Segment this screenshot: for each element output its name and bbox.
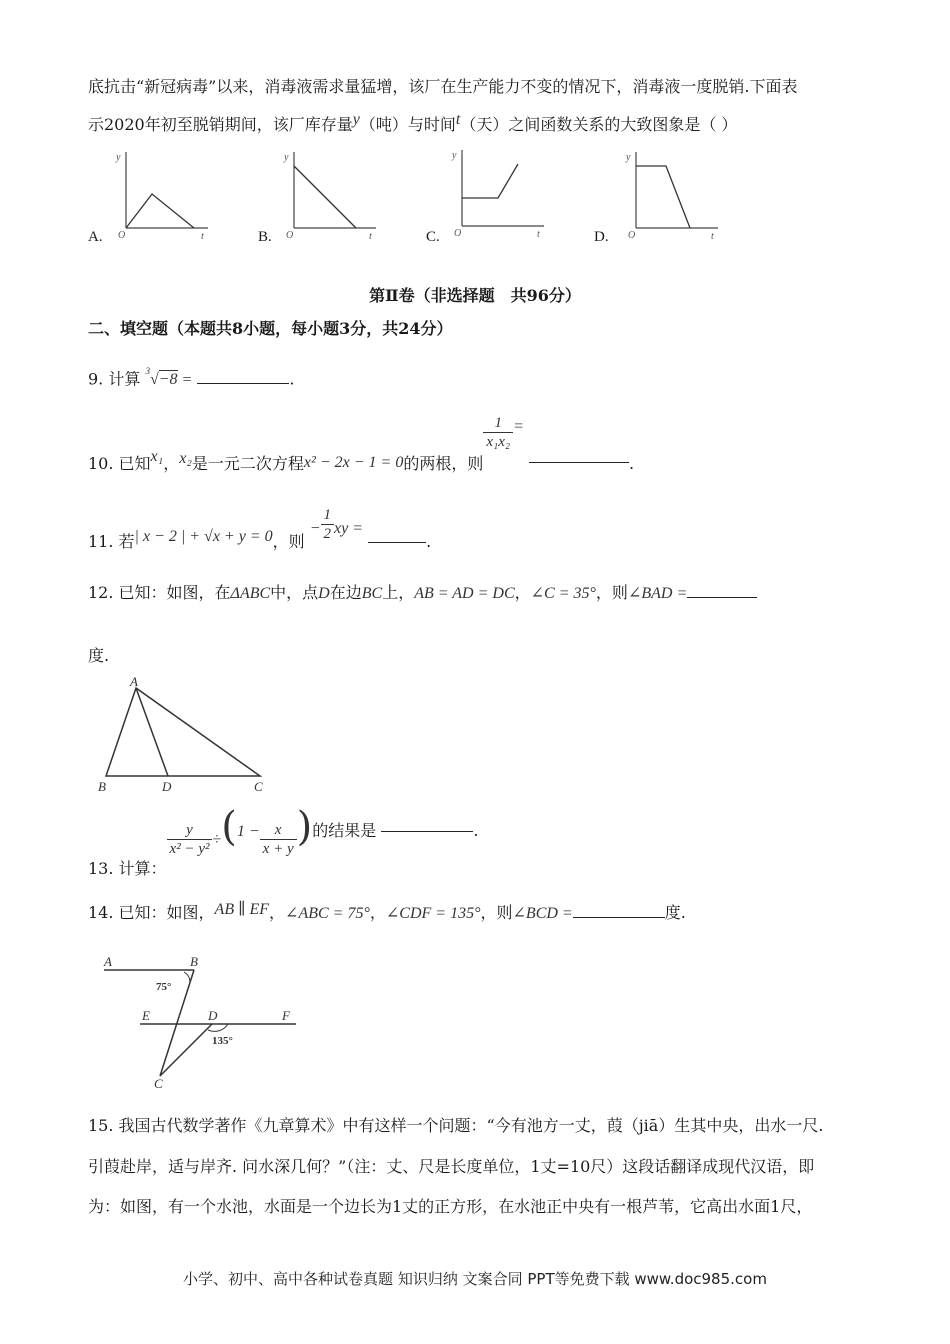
question-9: 9. 计算 $^3$√−8 = .: [88, 366, 295, 389]
label-c: C: [254, 779, 263, 794]
answer-blank[interactable]: [687, 583, 757, 598]
option-a-label: A.: [88, 229, 103, 245]
q15-line-2: 引葭赴岸，适与岸齐. 问水深几何？”（注：丈、尺是长度单位，1丈=10尺）这段话翻译成现代汉语，即: [88, 1157, 815, 1176]
answer-blank[interactable]: [381, 817, 473, 832]
option-d-label: D.: [594, 229, 609, 245]
question-14: 14. 已知：如图，AB ∥ EF，∠ABC = 75°，∠CDF = 135°，则∠BCD = 度.: [88, 901, 686, 922]
q15-line-3: 为：如图，有一个水池，水面是一个边长为1丈的正方形，在水池正中央有一根芦苇，它高出水面1尺，: [88, 1197, 813, 1216]
angle-75-label: 75°: [156, 981, 172, 993]
option-a-graph: [108, 146, 214, 240]
label-d: D: [162, 779, 172, 794]
answer-blank[interactable]: [197, 369, 289, 384]
label-c: C: [154, 1076, 163, 1090]
part-2-title: 第Ⅱ卷（非选择题 共96分）: [369, 286, 581, 305]
axis-t-label: t: [201, 231, 204, 240]
label-d: D: [208, 1008, 218, 1023]
axis-y-label: y: [116, 152, 121, 163]
label-b: B: [190, 954, 198, 969]
origin-label: O: [286, 230, 294, 240]
label-a: A: [104, 954, 112, 969]
option-b-graph: [276, 146, 382, 240]
parallel-lines-figure: [96, 950, 306, 1090]
answer-blank[interactable]: [573, 903, 665, 918]
origin-label: O: [454, 228, 462, 238]
origin-label: O: [118, 230, 126, 240]
axis-y-label: y: [626, 152, 631, 163]
option-c-graph: [444, 144, 550, 238]
axis-y-label: y: [452, 150, 457, 161]
triangle-figure: [92, 674, 272, 798]
q15-line-1: 15. 我国古代数学著作《九章算术》中有这样一个问题：“今有池方一丈，葭（jiā）生其中央，出水一尺.: [88, 1116, 824, 1135]
question-12-unit: 度.: [88, 646, 110, 665]
label-f: F: [282, 1008, 290, 1023]
origin-label: O: [628, 230, 636, 240]
answer-blank[interactable]: [368, 528, 426, 543]
option-c-label: C.: [426, 229, 440, 245]
axis-t-label: t: [711, 231, 714, 240]
section-2-title: 二、填空题（本题共8小题，每小题3分，共24分）: [88, 319, 453, 338]
label-b: B: [98, 779, 106, 794]
answer-blank[interactable]: [529, 448, 629, 463]
question-13: 13. 计算： $\frac{y}{\text{x² − y²}}$ ÷(1 − $\frac{x}{x + y}$ )的结果是 .: [88, 804, 479, 878]
label-e: E: [142, 1008, 150, 1023]
axis-t-label: t: [369, 231, 372, 240]
question-12: 12. 已知：如图，在ΔABC中，点D在边BC上，AB = AD = DC，∠C = 35°，则∠BAD =: [88, 582, 757, 605]
axis-y-label: y: [284, 152, 289, 163]
option-b-label: B.: [258, 229, 272, 245]
option-d-graph: [618, 146, 724, 240]
q8-line-1: 底抗击“新冠病毒”以来，消毒液需求量猛增，该厂在生产能力不变的情况下，消毒液一度脱销.下面表: [88, 77, 798, 96]
question-10: 10. 已知x₁，x₂是一元二次方程x² − 2x − 1 = 0的两根，则 $\frac{1}{\text{x₁x₂}}$ = .: [88, 415, 635, 473]
label-a: A: [130, 674, 138, 689]
angle-135-label: 135°: [212, 1035, 233, 1047]
q8-line-2: 示2020年初至脱销期间，该厂库存量y（吨）与时间t（天）之间函数关系的大致图象是（ ）: [88, 111, 738, 134]
page-footer: 小学、初中、高中各种试卷真题 知识归纳 文案合同 PPT等免费下载 www.doc985.com: [183, 1270, 767, 1288]
axis-t-label: t: [537, 229, 540, 238]
question-11: 11. 若| x − 2 | + √x + y = 0，则 − $\frac{1}{2}$ xy = .: [88, 507, 432, 551]
